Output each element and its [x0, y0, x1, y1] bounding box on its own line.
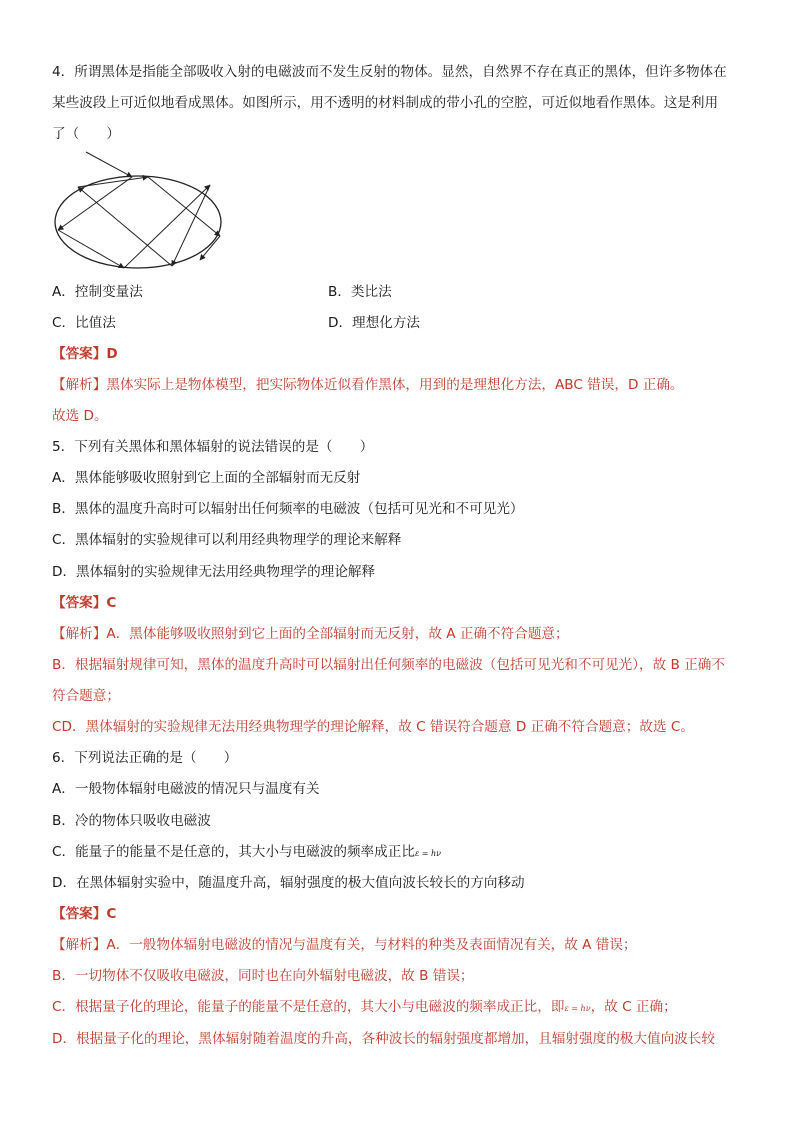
- q4-option-c: C．比值法: [52, 315, 116, 331]
- q5-option-b: B．黑体的温度升高时可以辐射出任何频率的电磁波（包括可见光和不可见光）: [52, 501, 524, 517]
- reflected-rays: [58, 152, 220, 268]
- q6-analysis-line3-text: C．根据量子化的理论，能量子的能量不是任意的，其大小与电磁波的频率成正比，即: [52, 999, 565, 1015]
- q6-analysis-line2: B．一切物体不仅吸收电磁波，同时也在向外辐射电磁波，故 B 错误；: [52, 968, 474, 984]
- q4-option-b: B．类比法: [328, 284, 392, 300]
- q6-option-b: B．冷的物体只吸收电磁波: [52, 813, 211, 829]
- q6-answer: 【答案】C: [52, 906, 117, 922]
- q6-option-d: D．在黑体辐射实验中，随温度升高，辐射强度的极大值向波长较长的方向移动: [52, 875, 525, 891]
- q4-analysis-line1: 【解析】黑体实际上是物体模型，把实际物体近似看作黑体，用到的是理想化方法，ABC 错误，D 正确。: [52, 377, 684, 393]
- q5-answer: 【答案】C: [52, 595, 117, 611]
- q4-stem-line1: 4．所谓黑体是指能全部吸收入射的电磁波而不发生反射的物体。显然，自然界不存在真正的黑体，但许多物体在: [52, 64, 727, 80]
- q6-analysis-line4: D．根据量子化的理论，黑体辐射随着温度的升高，各种波长的辐射强度都增加，且辐射强度的极大值向波长较: [52, 1031, 715, 1047]
- q6-option-a: A．一般物体辐射电磁波的情况只与温度有关: [52, 781, 320, 797]
- q6-option-c-formula: ε = hν: [414, 849, 442, 858]
- q5-analysis-line4: CD．黑体辐射的实验规律无法用经典物理学的理论解释，故 C 错误符合题意 D 正确不符合题意；故选 C。: [52, 719, 694, 735]
- q6-analysis-line3: [52, 997, 677, 1019]
- q6-analysis-line3-tail: ，故 C 正确；: [590, 999, 677, 1015]
- q4-option-a: A．控制变量法: [52, 284, 143, 300]
- q6-option-c: [52, 842, 441, 864]
- q5-analysis-line1: 【解析】A．黑体能够吸收照射到它上面的全部辐射而无反射，故 A 正确不符合题意；: [52, 626, 569, 642]
- q5-analysis-line3: 符合题意；: [52, 688, 120, 704]
- q4-answer: 【答案】D: [52, 346, 118, 362]
- q6-option-c-text: C．能量子的能量不是任意的，其大小与电磁波的频率成正比: [52, 844, 415, 860]
- q6-analysis-line1: 【解析】A．一般物体辐射电磁波的情况与温度有关，与材料的种类及表面情况有关，故 A 错误；: [52, 937, 637, 953]
- q5-option-d: D．黑体辐射的实验规律无法用经典物理学的理论解释: [52, 564, 376, 580]
- q4-option-d: D．理想化方法: [328, 315, 421, 331]
- q5-stem: 5．下列有关黑体和黑体辐射的说法错误的是（ ）: [52, 439, 374, 455]
- q5-analysis-line2: B．根据辐射规律可知，黑体的温度升高时可以辐射出任何频率的电磁波（包括可见光和不可见光），故 B 正确不: [52, 657, 725, 673]
- q5-option-c: C．黑体辐射的实验规律可以利用经典物理学的理论来解释: [52, 532, 402, 548]
- blackbody-cavity-diagram: [50, 150, 226, 276]
- q5-option-a: A．黑体能够吸收照射到它上面的全部辐射而无反射: [52, 470, 361, 486]
- q4-analysis-line2: 故选 D。: [52, 408, 108, 424]
- q6-stem: 6．下列说法正确的是（ ）: [52, 750, 238, 766]
- q4-stem-line2: 某些波段上可近似地看成黑体。如图所示，用不透明的材料制成的带小孔的空腔，可近似地看作黑体。这是利用: [52, 95, 719, 111]
- q4-stem-line3: 了（ ）: [52, 126, 120, 142]
- q6-analysis-line3-formula: ε = hν: [564, 1004, 591, 1013]
